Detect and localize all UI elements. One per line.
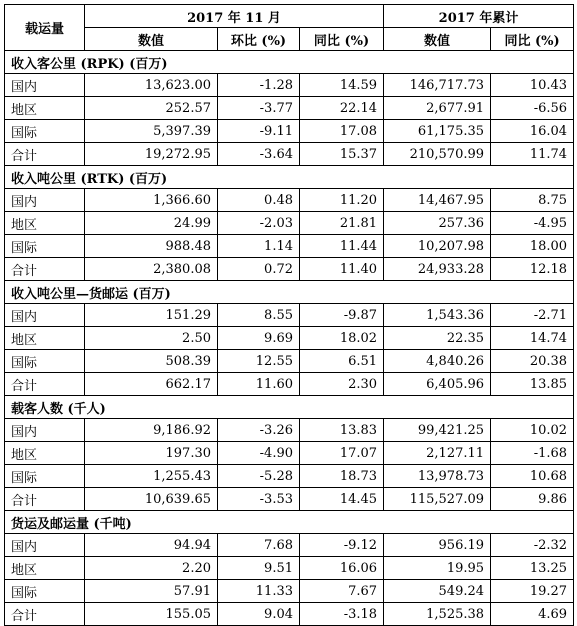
cell-ytd-value: 2,677.91 [384,97,491,120]
cell-month-yoy: 11.20 [300,189,384,212]
cell-ytd-value: 13,978.73 [384,465,491,488]
cell-month-yoy: 7.67 [300,580,384,603]
row-label: 国际 [5,465,85,488]
cell-month-mom: -3.53 [218,488,300,511]
column-header-ytd-yoy: 同比 (%) [491,28,574,51]
cell-ytd-value: 1,543.36 [384,304,491,327]
table-row [5,120,574,143]
cell-month-yoy: 2.30 [300,373,384,396]
cell-month-yoy: 14.45 [300,488,384,511]
cell-month-mom: 11.33 [218,580,300,603]
cell-ytd-value: 549.24 [384,580,491,603]
table-row [5,488,574,511]
table-row [5,258,574,281]
row-label: 地区 [5,212,85,235]
cell-month-yoy: 11.40 [300,258,384,281]
cell-month-value: 57.91 [85,580,218,603]
cell-ytd-value: 1,525.38 [384,603,491,626]
row-label: 国际 [5,235,85,258]
cell-ytd-yoy: 10.68 [491,465,574,488]
cell-ytd-value: 146,717.73 [384,74,491,97]
cell-month-yoy: 11.44 [300,235,384,258]
corner-header: 载运量 [5,5,85,51]
cell-ytd-yoy: -2.32 [491,534,574,557]
group-header-ytd: 2017 年累计 [384,5,574,28]
cell-month-mom: -3.26 [218,419,300,442]
row-label: 合计 [5,603,85,626]
cell-ytd-value: 210,570.99 [384,143,491,166]
cell-month-yoy: 17.08 [300,120,384,143]
table-row [5,603,574,626]
cell-month-value: 508.39 [85,350,218,373]
cell-ytd-value: 61,175.35 [384,120,491,143]
row-label: 国内 [5,304,85,327]
cell-ytd-value: 956.19 [384,534,491,557]
row-label: 地区 [5,327,85,350]
cell-month-mom: 8.55 [218,304,300,327]
cell-ytd-yoy: 18.00 [491,235,574,258]
table-row [5,350,574,373]
cell-ytd-value: 14,467.95 [384,189,491,212]
traffic-table [4,4,574,626]
cell-ytd-yoy: 9.86 [491,488,574,511]
cell-month-value: 19,272.95 [85,143,218,166]
cell-month-yoy: 16.06 [300,557,384,580]
row-label: 国内 [5,74,85,97]
section-title: 货运及邮运量 (千吨) [5,511,574,534]
cell-month-value: 2.20 [85,557,218,580]
cell-month-yoy: 18.02 [300,327,384,350]
table-body [5,51,574,626]
section-title: 收入吨公里 (RTK) (百万) [5,166,574,189]
cell-month-value: 13,623.00 [85,74,218,97]
row-label: 地区 [5,442,85,465]
cell-month-value: 2,380.08 [85,258,218,281]
cell-ytd-value: 99,421.25 [384,419,491,442]
cell-month-value: 10,639.65 [85,488,218,511]
cell-ytd-yoy: 10.43 [491,74,574,97]
cell-ytd-yoy: -1.68 [491,442,574,465]
cell-ytd-yoy: 14.74 [491,327,574,350]
cell-month-mom: 9.51 [218,557,300,580]
cell-month-value: 155.05 [85,603,218,626]
row-label: 国内 [5,419,85,442]
cell-month-mom: -5.28 [218,465,300,488]
cell-ytd-yoy: 13.85 [491,373,574,396]
table-row [5,212,574,235]
table-row [5,557,574,580]
table-row [5,373,574,396]
cell-month-value: 197.30 [85,442,218,465]
cell-ytd-yoy: 20.38 [491,350,574,373]
column-header-mom: 环比 (%) [218,28,300,51]
cell-ytd-yoy: 16.04 [491,120,574,143]
row-label: 合计 [5,373,85,396]
cell-month-mom: -3.77 [218,97,300,120]
cell-month-yoy: 14.59 [300,74,384,97]
cell-month-yoy: 15.37 [300,143,384,166]
cell-ytd-value: 10,207.98 [384,235,491,258]
row-label: 合计 [5,143,85,166]
cell-month-yoy: 13.83 [300,419,384,442]
row-label: 国际 [5,120,85,143]
cell-month-yoy: 6.51 [300,350,384,373]
row-label: 国际 [5,580,85,603]
row-label: 地区 [5,557,85,580]
cell-ytd-value: 24,933.28 [384,258,491,281]
cell-ytd-yoy: -4.95 [491,212,574,235]
cell-month-value: 5,397.39 [85,120,218,143]
table-row [5,327,574,350]
section-title: 载客人数 (千人) [5,396,574,419]
cell-month-mom: 11.60 [218,373,300,396]
row-label: 合计 [5,258,85,281]
cell-ytd-value: 257.36 [384,212,491,235]
cell-month-value: 24.99 [85,212,218,235]
row-label: 国内 [5,189,85,212]
table-row [5,419,574,442]
cell-month-mom: 12.55 [218,350,300,373]
table-row [5,580,574,603]
cell-ytd-value: 6,405.96 [384,373,491,396]
section-title: 收入吨公里—货邮运 (百万) [5,281,574,304]
cell-month-value: 988.48 [85,235,218,258]
cell-ytd-value: 2,127.11 [384,442,491,465]
cell-ytd-value: 22.35 [384,327,491,350]
cell-ytd-yoy: 10.02 [491,419,574,442]
table-row [5,235,574,258]
column-header-yoy: 同比 (%) [300,28,384,51]
cell-month-mom: -1.28 [218,74,300,97]
cell-month-mom: 0.48 [218,189,300,212]
cell-month-yoy: -9.87 [300,304,384,327]
cell-month-mom: -3.64 [218,143,300,166]
cell-ytd-yoy: -6.56 [491,97,574,120]
cell-month-value: 252.57 [85,97,218,120]
cell-ytd-yoy: 19.27 [491,580,574,603]
table-row [5,304,574,327]
cell-month-mom: -4.90 [218,442,300,465]
cell-month-value: 2.50 [85,327,218,350]
section-header-row [5,281,574,304]
row-label: 地区 [5,97,85,120]
cell-ytd-yoy: -2.71 [491,304,574,327]
section-header-row [5,166,574,189]
cell-ytd-value: 115,527.09 [384,488,491,511]
column-header-value: 数值 [85,28,218,51]
cell-month-yoy: 22.14 [300,97,384,120]
table-row [5,465,574,488]
cell-month-value: 9,186.92 [85,419,218,442]
cell-month-yoy: 18.73 [300,465,384,488]
cell-month-mom: 1.14 [218,235,300,258]
cell-month-value: 662.17 [85,373,218,396]
section-title: 收入客公里 (RPK) (百万) [5,51,574,74]
cell-month-mom: 9.69 [218,327,300,350]
cell-month-value: 94.94 [85,534,218,557]
cell-month-yoy: -9.12 [300,534,384,557]
row-label: 国内 [5,534,85,557]
cell-ytd-yoy: 13.25 [491,557,574,580]
group-header-month: 2017 年 11 月 [85,5,384,28]
cell-ytd-yoy: 4.69 [491,603,574,626]
table-row [5,189,574,212]
cell-month-yoy: 17.07 [300,442,384,465]
table-row [5,534,574,557]
section-header-row [5,51,574,74]
row-label: 合计 [5,488,85,511]
table-row [5,143,574,166]
column-header-ytd-value: 数值 [384,28,491,51]
cell-month-yoy: -3.18 [300,603,384,626]
cell-ytd-value: 19.95 [384,557,491,580]
cell-month-value: 1,366.60 [85,189,218,212]
cell-month-mom: 9.04 [218,603,300,626]
cell-month-mom: -9.11 [218,120,300,143]
cell-ytd-yoy: 11.74 [491,143,574,166]
cell-month-value: 151.29 [85,304,218,327]
cell-ytd-yoy: 12.18 [491,258,574,281]
section-header-row [5,511,574,534]
section-header-row [5,396,574,419]
cell-ytd-yoy: 8.75 [491,189,574,212]
cell-month-mom: 0.72 [218,258,300,281]
cell-month-mom: 7.68 [218,534,300,557]
row-label: 国际 [5,350,85,373]
cell-month-value: 1,255.43 [85,465,218,488]
cell-ytd-value: 4,840.26 [384,350,491,373]
cell-month-yoy: 21.81 [300,212,384,235]
table-row [5,442,574,465]
table-row [5,97,574,120]
table-row [5,74,574,97]
cell-month-mom: -2.03 [218,212,300,235]
